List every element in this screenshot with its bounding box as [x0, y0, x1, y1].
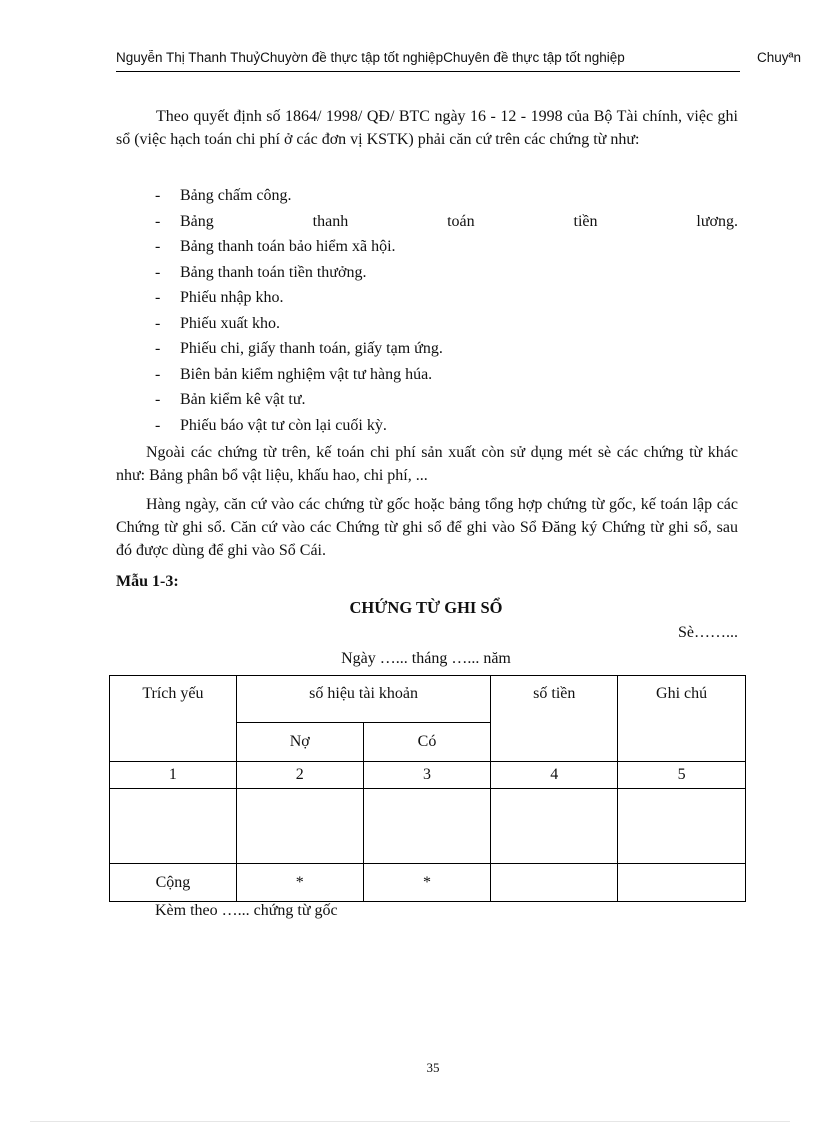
running-title: Nguyễn Thị Thanh ThuỷChuyờn đề thực tập tốt nghiệpChuyên đề thực tập tốt nghiệp — [116, 50, 625, 65]
header-rule — [116, 71, 740, 72]
table-header-row — [110, 676, 746, 723]
list-item-text: Bảng chấm công. — [180, 187, 292, 204]
list-dash: - — [155, 238, 161, 255]
form-date-line: Ngày …... tháng …... năm — [341, 650, 511, 667]
total-co: * — [363, 864, 491, 902]
intro-paragraph: Theo quyết định số 1864/ 1998/ QĐ/ BTC ngày 16 - 12 - 1998 của Bộ Tài chính, việc ghi sổ (việc hạch toán chi phí ở các đơn vị KSTK) phải căn cứ trên các chứng từ như: — [116, 108, 738, 148]
list-item-text: Phiếu nhập kho. — [180, 289, 284, 306]
list-item — [155, 336, 738, 362]
list-dash: - — [155, 365, 161, 383]
list-dash: - — [155, 263, 161, 281]
list-item-text: Phiếu báo vật tư còn lại cuối kỳ. — [180, 416, 387, 434]
column-number: 1 — [110, 762, 237, 789]
total-no: * — [236, 864, 363, 902]
word: lương. — [696, 212, 738, 230]
paragraph-other-documents: Ngoài các chứng từ trên, kế toán chi phí sản xuất còn sử dụng mét sè các chứng từ khác như: Bảng phân bổ vật liệu, khấu hao, chi phí, ... — [116, 444, 738, 484]
header-so-tien: số tiền — [491, 676, 618, 762]
form-label: Mẫu 1-3: — [116, 573, 179, 590]
list-item-text: Bảng thanh toán tiền thưởng. — [180, 263, 367, 281]
list-item-text: Bảng thanh toán bảo hiểm xã hội. — [180, 238, 396, 255]
form-number-line: Sè……... — [678, 624, 738, 641]
list-item — [155, 413, 738, 439]
attached-documents-line: Kèm theo …... chứng từ gốc — [155, 902, 338, 919]
document-list — [155, 183, 738, 438]
table-row-column-numbers — [110, 762, 746, 789]
empty-cell — [491, 864, 618, 902]
table-row-total — [110, 864, 746, 902]
empty-cell — [618, 864, 746, 902]
list-dash: - — [155, 391, 161, 408]
paragraph-daily-procedure: Hàng ngày, căn cứ vào các chứng từ gốc hoặc bảng tổng hợp chứng từ gốc, kế toán lập các Chứng từ ghi sổ. Căn cứ vào các Chứng từ ghi sổ để ghi vào Sổ Đăng ký Chứng từ ghi sổ, sau đó được dùng để ghi vào Sổ Cái. — [116, 496, 738, 559]
list-item — [155, 234, 738, 260]
form-title: CHỨNG TỪ GHI SỔ — [349, 598, 503, 617]
column-number: 5 — [618, 762, 746, 789]
column-number: 2 — [236, 762, 363, 789]
list-dash: - — [155, 212, 161, 230]
running-header — [116, 50, 816, 72]
empty-cell — [618, 789, 746, 864]
header-no: Nợ — [236, 723, 363, 762]
list-dash: - — [155, 187, 161, 204]
list-item — [155, 362, 738, 388]
list-item-text: Bản kiểm kê vật tư. — [180, 391, 306, 408]
word: tiền — [573, 212, 598, 230]
header-ghi-chu: Ghi chú — [618, 676, 746, 762]
page-number: 35 — [426, 1060, 440, 1075]
list-item — [155, 387, 738, 413]
table-row-empty — [110, 789, 746, 864]
total-label: Cộng — [110, 864, 237, 902]
list-item — [155, 311, 738, 337]
list-item — [155, 209, 738, 235]
empty-cell — [491, 789, 618, 864]
empty-cell — [363, 789, 491, 864]
running-title-tail: Chuyªn — [757, 50, 802, 65]
list-item-text: Phiếu xuất kho. — [180, 314, 280, 332]
list-item — [155, 260, 738, 286]
voucher-table — [109, 675, 746, 902]
list-dash: - — [155, 340, 161, 357]
list-dash: - — [155, 314, 161, 332]
column-number: 4 — [491, 762, 618, 789]
empty-cell — [110, 789, 237, 864]
word: thanh — [312, 212, 349, 230]
column-number: 3 — [363, 762, 491, 789]
empty-cell — [236, 789, 363, 864]
list-item-text: Biên bản kiểm nghiệm vật tư hàng húa. — [180, 365, 433, 383]
list-dash: - — [155, 289, 161, 306]
header-co: Có — [363, 723, 491, 762]
word: toán — [447, 212, 475, 230]
list-item-text-justified — [180, 209, 738, 235]
header-so-hieu-tai-khoan: số hiệu tài khoản — [236, 676, 491, 723]
page-bottom-edge — [30, 1121, 790, 1122]
list-dash: - — [155, 416, 161, 434]
word: Bảng — [180, 212, 214, 230]
header-trich-yeu: Trích yếu — [110, 676, 237, 762]
list-item — [155, 183, 738, 209]
list-item-text: Phiếu chi, giấy thanh toán, giấy tạm ứng. — [180, 340, 443, 357]
list-item — [155, 285, 738, 311]
